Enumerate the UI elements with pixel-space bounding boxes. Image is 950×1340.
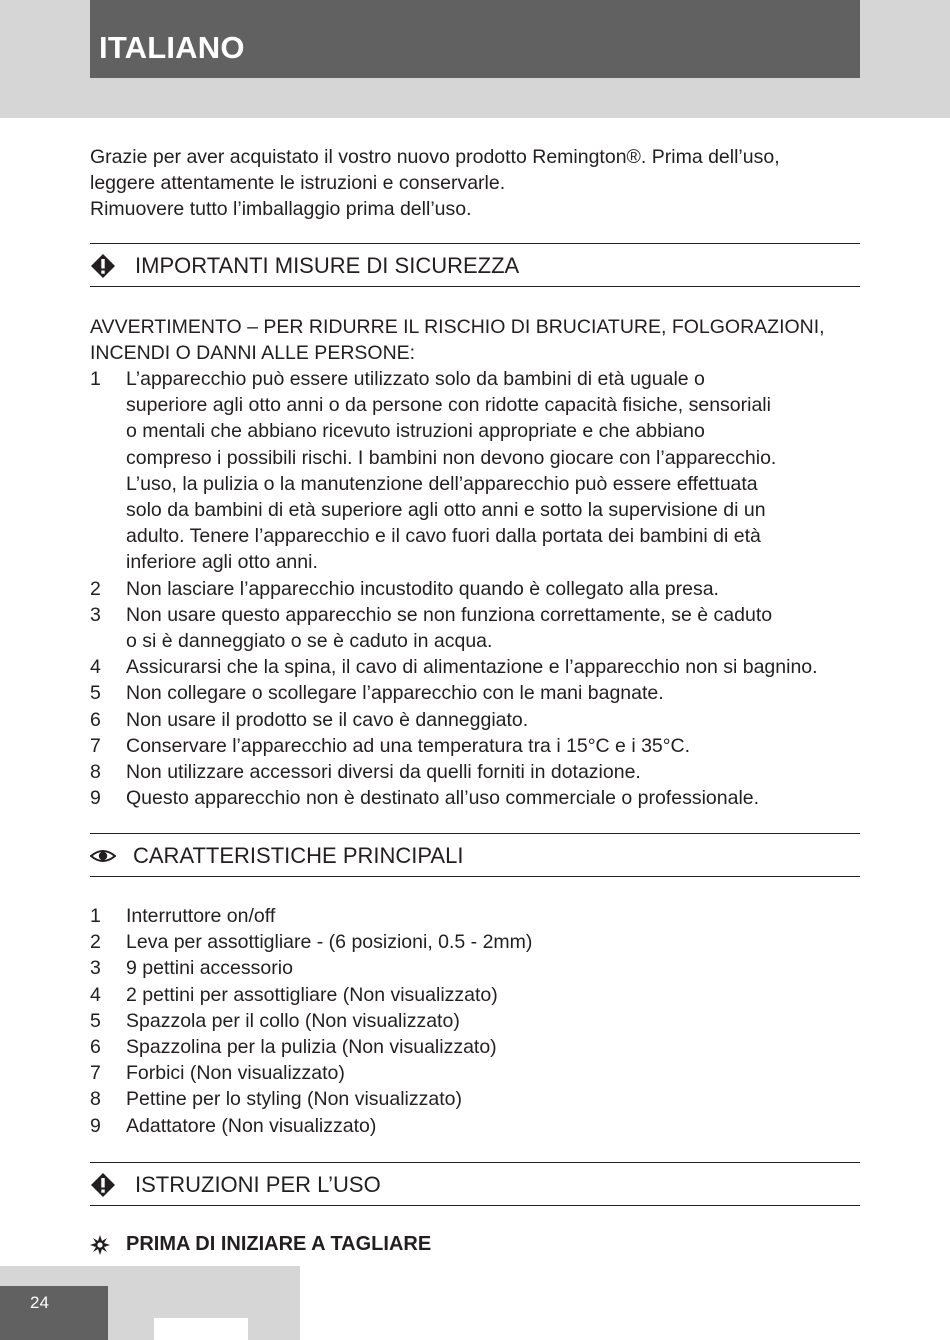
language-bar: [90, 0, 860, 78]
item-text: Interruttore on/off: [126, 905, 276, 927]
item-number: 3: [90, 957, 101, 980]
item-text: Spazzola per il collo (Non visualizzato): [126, 1009, 460, 1032]
intro-line: leggere attentamente le istruzioni e conservarle.: [90, 172, 506, 194]
safety-list: [90, 366, 870, 811]
intro-text: [90, 144, 870, 222]
item-text: o si è danneggiato o se è caduto in acqua.: [126, 630, 493, 653]
item-number: 8: [90, 761, 101, 784]
item-text: Non utilizzare accessori diversi da quelli forniti in dotazione.: [126, 761, 641, 784]
item-number: 1: [90, 905, 101, 927]
item-text: Assicurarsi che la spina, il cavo di alimentazione e l’apparecchio non si bagnino.: [126, 656, 818, 679]
list-item: [90, 707, 870, 733]
list-item: [90, 955, 870, 981]
warning-icon: [90, 253, 116, 279]
list-item: [90, 759, 870, 785]
features-section-heading: [90, 833, 860, 877]
item-number: 9: [90, 1114, 101, 1137]
item-text: Adattatore (Non visualizzato): [126, 1114, 377, 1137]
page-number-box: [0, 1286, 108, 1340]
item-text: Non lasciare l’apparecchio incustodito quando è collegato alla presa.: [126, 577, 719, 600]
item-text: Leva per assottigliare - (6 posizioni, 0.5 - 2mm): [126, 931, 533, 954]
list-item: [90, 602, 870, 654]
list-item: [90, 366, 870, 576]
list-item: [90, 576, 870, 602]
instructions-section-heading: [90, 1162, 860, 1206]
safety-section-heading: [90, 243, 860, 287]
list-item: [90, 903, 870, 929]
item-number: 3: [90, 603, 101, 626]
subsection-title: PRIMA DI INIZIARE A TAGLIARE: [126, 1233, 432, 1255]
list-item: [90, 1086, 870, 1112]
item-text: Non usare il prodotto se il cavo è danneggiato.: [126, 708, 529, 731]
list-item: [90, 1034, 870, 1060]
warning-line: INCENDI O DANNI ALLE PERSONE:: [90, 342, 416, 364]
item-text: 9 pettini accessorio: [126, 957, 293, 980]
item-text: superiore agli otto anni o da persone con ridotte capacità fisiche, sensoriali: [126, 394, 771, 417]
section-title: IMPORTANTI MISURE DI SICUREZZA: [135, 253, 520, 278]
list-item: [90, 785, 870, 811]
item-number: 5: [90, 1009, 101, 1032]
item-number: 2: [90, 931, 101, 954]
eye-icon: [90, 843, 116, 869]
item-text: Conservare l’apparecchio ad una temperatura tra i 15°C e i 35°C.: [126, 734, 691, 757]
item-number: 9: [90, 787, 101, 810]
item-text: L’apparecchio può essere utilizzato solo da bambini di età uguale o: [126, 368, 705, 390]
footer-tab: [154, 1318, 248, 1340]
list-item: [90, 654, 870, 680]
item-text: Forbici (Non visualizzato): [126, 1062, 345, 1085]
list-item: [90, 733, 870, 759]
item-number: 4: [90, 983, 101, 1006]
language-title: ITALIANO: [99, 30, 245, 65]
section-title: CARATTERISTICHE PRINCIPALI: [133, 843, 464, 868]
list-item: [90, 680, 870, 706]
item-text: 2 pettini per assottigliare (Non visualizzato): [126, 983, 498, 1006]
intro-line: Rimuovere tutto l’imballaggio prima dell’uso.: [90, 198, 472, 220]
star-burst-icon: [90, 1235, 110, 1255]
section-title: ISTRUZIONI PER L’USO: [135, 1172, 381, 1197]
item-text: inferiore agli otto anni.: [126, 551, 318, 574]
warning-line: AVVERTIMENTO – PER RIDURRE IL RISCHIO DI BRUCIATURE, FOLGORAZIONI,: [90, 316, 825, 338]
item-number: 6: [90, 1036, 101, 1059]
item-number: 6: [90, 708, 101, 731]
item-text: Questo apparecchio non è destinato all’uso commerciale o professionale.: [126, 787, 760, 810]
list-item: [90, 1113, 870, 1139]
list-item: [90, 1008, 870, 1034]
item-number: 5: [90, 682, 101, 705]
page-number: 24: [30, 1293, 49, 1312]
item-text: adulto. Tenere l’apparecchio e il cavo fuori dalla portata dei bambini di età: [126, 525, 761, 548]
item-text: Non usare questo apparecchio se non funziona correttamente, se è caduto: [126, 603, 773, 626]
item-text: o mentali che abbiano ricevuto istruzioni appropriate e che abbiano: [126, 420, 705, 443]
list-item: [90, 1060, 870, 1086]
item-text: L’uso, la pulizia o la manutenzione dell’apparecchio può essere effettuata: [126, 472, 758, 495]
features-list: [90, 903, 870, 1139]
warning-statement: [90, 314, 870, 366]
item-number: 7: [90, 734, 101, 757]
item-text: Spazzolina per la pulizia (Non visualizzato): [126, 1036, 497, 1059]
item-text: solo da bambini di età superiore agli otto anni e sotto la supervisione di un: [126, 499, 766, 522]
warning-icon: [90, 1172, 116, 1198]
item-number: 7: [90, 1062, 101, 1085]
item-number: 1: [90, 368, 101, 390]
item-text: Non collegare o scollegare l’apparecchio con le mani bagnate.: [126, 682, 664, 705]
item-number: 4: [90, 656, 101, 679]
list-item: [90, 982, 870, 1008]
item-text: Pettine per lo styling (Non visualizzato): [126, 1088, 462, 1111]
item-text: compreso i possibili rischi. I bambini non devono giocare con l’apparecchio.: [126, 446, 777, 469]
intro-line: Grazie per aver acquistato il vostro nuovo prodotto Remington®. Prima dell’uso,: [90, 146, 780, 168]
item-number: 2: [90, 577, 101, 600]
item-number: 8: [90, 1088, 101, 1111]
list-item: [90, 929, 870, 955]
